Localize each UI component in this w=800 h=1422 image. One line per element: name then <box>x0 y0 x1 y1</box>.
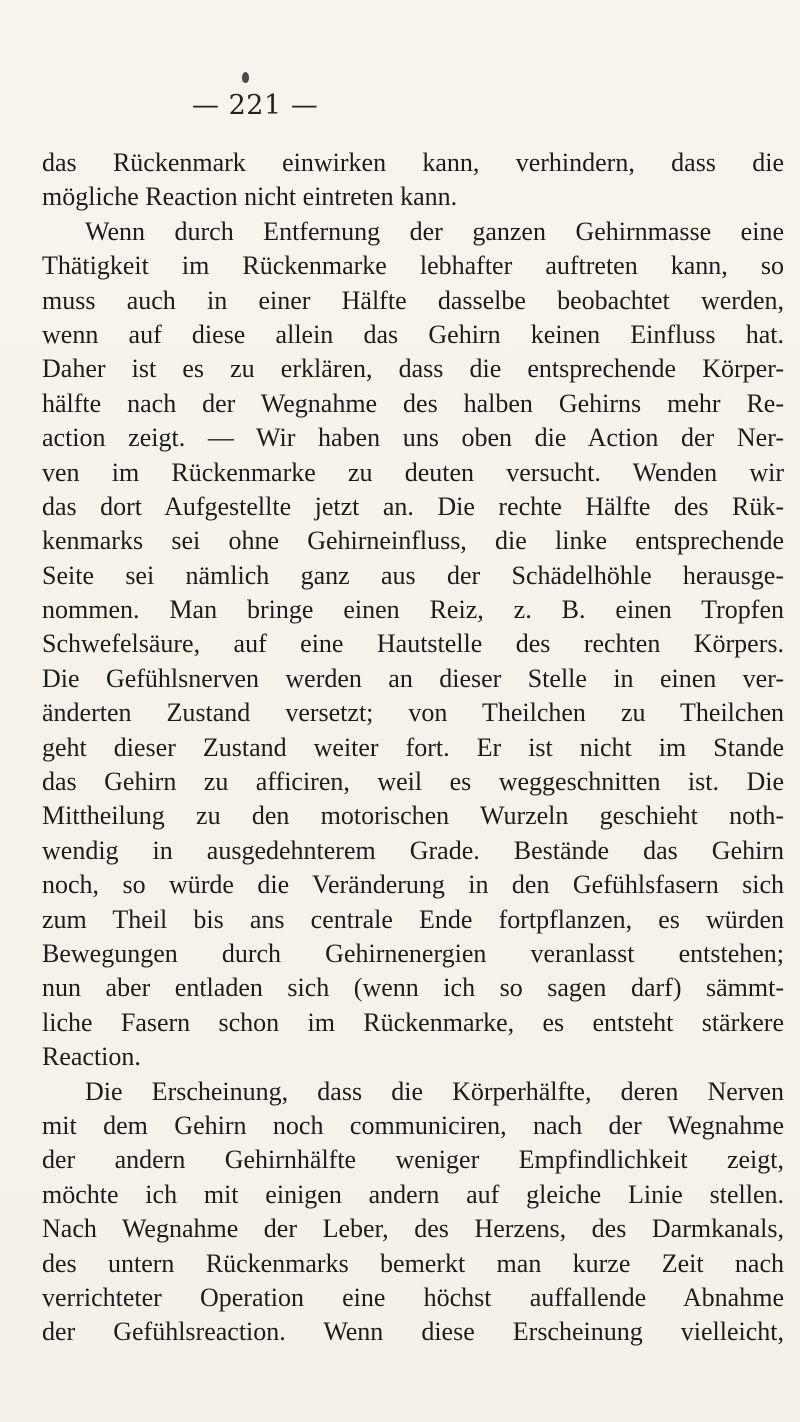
text-line: mögliche Reaction nicht eintreten kann. <box>42 182 458 212</box>
text-line: hälfte nach der Wegnahme des halben Gehirns mehr Re- <box>42 388 784 418</box>
text-line: änderten Zustand versetzt; von Theilchen zu Theilchen <box>42 698 784 728</box>
text-line: verrichteter Operation eine höchst auffallende Abnahme <box>42 1282 784 1312</box>
text-line: nommen. Man bringe einen Reiz, z. B. einen Tropfen <box>42 595 784 625</box>
text-line: muss auch in einer Hälfte dasselbe beobachtet werden, <box>42 285 784 315</box>
text-line: liche Fasern schon im Rückenmarke, es entsteht stärkere <box>42 1007 784 1037</box>
text-line: Schwefelsäure, auf eine Hautstelle des rechten Körpers. <box>42 629 784 659</box>
text-line: Die Erscheinung, dass die Körperhälfte, deren Nerven <box>85 1076 784 1106</box>
text-line: das dort Aufgestellte jetzt an. Die rechte Hälfte des Rük- <box>42 491 784 521</box>
text-line: das Rückenmark einwirken kann, verhindern, dass die <box>42 148 784 177</box>
text-line: mit dem Gehirn noch communiciren, nach der Wegnahme <box>42 1110 784 1140</box>
text-line: noch, so würde die Veränderung in den Gefühlsfasern sich <box>42 870 784 900</box>
text-line: ven im Rückenmarke zu deuten versucht. Wenden wir <box>42 457 784 487</box>
body-text <box>42 146 784 1350</box>
text-line: wendig in ausgedehnterem Grade. Bestände das Gehirn <box>42 835 784 865</box>
text-line: Reaction. <box>42 1042 141 1072</box>
text-line: Thätigkeit im Rückenmarke lebhafter auftreten kann, so <box>42 251 784 281</box>
page-number: — 221 — <box>192 90 319 121</box>
text-line: Bewegungen durch Gehirnenergien veranlasst entstehen; <box>42 938 784 968</box>
text-line: kenmarks sei ohne Gehirneinfluss, die linke entsprechende <box>42 526 784 556</box>
text-line: Mittheilung zu den motorischen Wurzeln geschieht noth- <box>42 801 784 831</box>
text-line: nun aber entladen sich (wenn ich so sagen darf) sämmt- <box>42 973 784 1003</box>
text-line: geht dieser Zustand weiter fort. Er ist nicht im Stande <box>42 732 784 762</box>
text-line: das Gehirn zu afficiren, weil es weggeschnitten ist. Die <box>42 767 784 797</box>
text-line: möchte ich mit einigen andern auf gleiche Linie stellen. <box>42 1179 784 1209</box>
text-line: action zeigt. — Wir haben uns oben die Action der Ner- <box>42 423 784 453</box>
ink-speck <box>242 72 249 83</box>
text-line: Wenn durch Entfernung der ganzen Gehirnmasse eine <box>85 216 784 246</box>
text-line: zum Theil bis ans centrale Ende fortpflanzen, es würden <box>42 904 784 934</box>
text-line: wenn auf diese allein das Gehirn keinen Einfluss hat. <box>42 319 784 349</box>
text-line: Nach Wegnahme der Leber, des Herzens, des Darmkanals, <box>42 1214 784 1244</box>
text-line: des untern Rückenmarks bemerkt man kurze Zeit nach <box>42 1248 784 1278</box>
text-line: Die Gefühlsnerven werden an dieser Stelle in einen ver- <box>42 663 784 693</box>
text-line: der Gefühlsreaction. Wenn diese Erscheinung vielleicht, <box>42 1317 784 1347</box>
text-line: Seite sei nämlich ganz aus der Schädelhöhle herausge- <box>42 560 784 590</box>
text-line: der andern Gehirnhälfte weniger Empfindlichkeit zeigt, <box>42 1145 784 1175</box>
text-line: Daher ist es zu erklären, dass die entsprechende Körper- <box>42 354 784 384</box>
